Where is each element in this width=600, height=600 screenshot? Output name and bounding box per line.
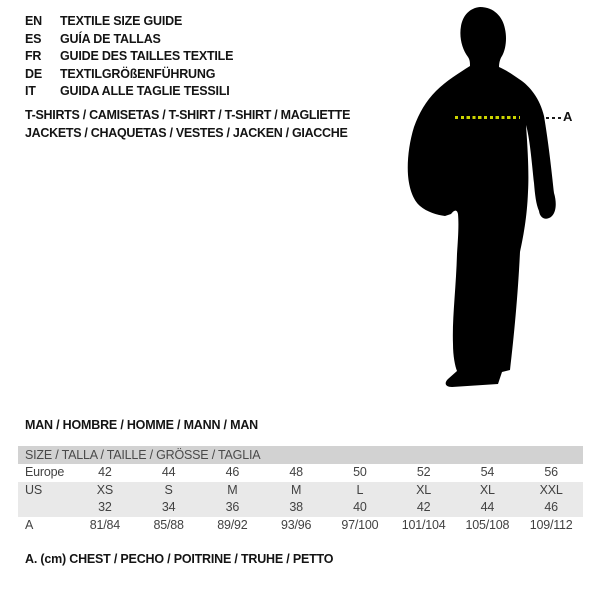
size-cell: 52 — [416, 465, 431, 479]
language-list — [25, 13, 233, 101]
garment-categories — [25, 106, 350, 142]
size-cell: 56 — [544, 465, 558, 479]
size-cell: S — [164, 482, 173, 497]
language-code: EN — [25, 14, 42, 28]
size-cell: 101/104 — [401, 517, 446, 532]
size-cell: 44 — [161, 465, 176, 479]
language-label: TEXTILE SIZE GUIDE — [60, 14, 183, 28]
size-cell: 93/96 — [280, 517, 312, 532]
man-silhouette-path — [408, 7, 556, 387]
language-label: GUÍA DE TALLAS — [60, 31, 161, 46]
measurement-footnote: A. (cm) CHEST / PECHO / POITRINE / TRUHE / PETTO — [25, 552, 334, 566]
size-cell: M — [227, 482, 238, 497]
language-row — [25, 31, 233, 49]
size-cell: 34 — [161, 500, 176, 514]
man-silhouette-svg — [400, 5, 575, 395]
measure-label-a: A — [563, 109, 573, 124]
size-cell: 46 — [225, 465, 240, 479]
size-table-row-a-chest — [18, 517, 583, 535]
size-cell: 46 — [544, 500, 558, 514]
size-cell: 42 — [98, 465, 112, 479]
size-cell: 38 — [289, 500, 303, 514]
language-label: GUIDE DES TAILLES TEXTILE — [60, 49, 234, 63]
size-cell: M — [291, 482, 302, 497]
size-cell: 85/88 — [153, 517, 184, 532]
language-row — [25, 66, 233, 84]
size-row-label: Europe — [25, 465, 65, 479]
language-code: ES — [25, 31, 42, 46]
language-label: GUIDA ALLE TAGLIE TESSILI — [60, 84, 230, 98]
size-cell: XL — [479, 482, 495, 497]
size-cell: 32 — [98, 500, 112, 514]
category-line-tshirts: T-SHIRTS / CAMISETAS / T-SHIRT / T-SHIRT / MAGLIETTE — [25, 108, 351, 122]
size-cell: XS — [96, 482, 114, 497]
language-code: FR — [25, 49, 42, 63]
language-label: TEXTILGRÖßENFÜHRUNG — [60, 66, 216, 81]
size-cell: 48 — [289, 465, 303, 479]
man-silhouette-figure — [400, 5, 575, 395]
size-cell: 89/92 — [217, 517, 248, 532]
chest-measure-dash-line — [455, 116, 520, 119]
size-cell: 54 — [480, 465, 495, 479]
size-table-row-us — [18, 482, 583, 500]
size-cell: 36 — [225, 500, 240, 514]
size-table-row-numeric — [18, 499, 583, 517]
measure-leader-dash-line — [546, 117, 561, 119]
size-table — [18, 446, 583, 534]
size-cell: 109/112 — [529, 517, 573, 532]
language-row — [25, 48, 233, 66]
language-row — [25, 13, 233, 31]
size-cell: 105/108 — [465, 517, 510, 532]
language-code: DE — [25, 66, 42, 81]
category-line-jackets: JACKETS / CHAQUETAS / VESTES / JACKEN / GIACCHE — [25, 126, 348, 140]
section-title-man: MAN / HOMBRE / HOMME / MANN / MAN — [25, 418, 258, 432]
size-cell: 40 — [353, 500, 367, 514]
size-row-label — [18, 499, 73, 517]
size-cell: L — [356, 482, 364, 497]
size-cell: 44 — [480, 500, 495, 514]
size-cell: 42 — [416, 500, 431, 514]
size-cell: 97/100 — [341, 517, 379, 532]
language-code: IT — [25, 84, 36, 98]
size-row-label: A — [25, 517, 34, 532]
language-row — [25, 83, 233, 101]
size-table-header: SIZE / TALLA / TAILLE / GRÖSSE / TAGLIA — [18, 446, 583, 464]
size-cell: XXL — [539, 482, 563, 497]
size-cell: XL — [416, 482, 432, 497]
size-row-label: US — [25, 482, 42, 497]
size-table-row-europe — [18, 464, 583, 482]
size-cell: 50 — [353, 465, 367, 479]
size-cell: 81/84 — [89, 517, 121, 532]
